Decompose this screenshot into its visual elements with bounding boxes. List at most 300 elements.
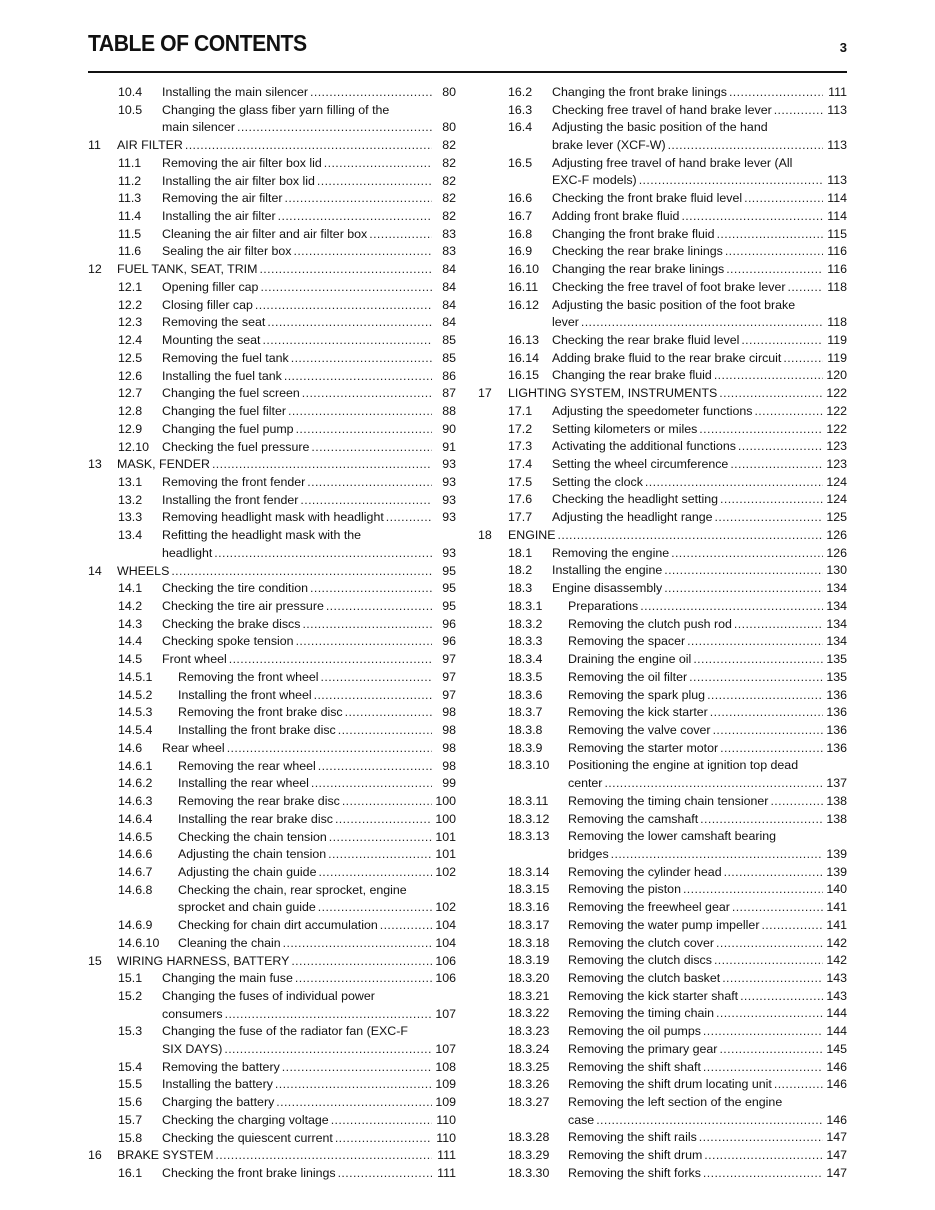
toc-entry-page: 135 <box>826 652 847 667</box>
toc-entry[interactable] <box>88 385 456 403</box>
toc-entry-title: Checking the tire condition <box>162 581 309 596</box>
toc-entry[interactable] <box>88 846 456 864</box>
toc-entry-number: 17.6 <box>508 492 533 507</box>
toc-entry[interactable] <box>478 1005 847 1023</box>
toc-entry[interactable] <box>478 119 847 154</box>
toc-entry[interactable] <box>88 616 456 634</box>
toc-entry-page: 119 <box>827 332 847 347</box>
toc-entry[interactable] <box>478 226 847 244</box>
toc-entry[interactable] <box>88 456 456 474</box>
toc-entry-page: 134 <box>826 598 847 613</box>
toc-entry-number: 18.3.10 <box>508 758 550 773</box>
dot-leader <box>259 261 432 279</box>
dot-leader <box>318 864 432 882</box>
toc-entry-page: 143 <box>826 988 847 1003</box>
toc-entry-title: Checking the chain tension <box>178 829 327 844</box>
toc-entry-page: 145 <box>826 1041 847 1056</box>
toc-entry[interactable] <box>478 651 847 669</box>
toc-entry[interactable] <box>88 243 456 261</box>
toc-entry-title: Removing the clutch push rod <box>568 616 732 631</box>
dot-leader <box>275 1076 432 1094</box>
dot-leader <box>229 651 432 669</box>
toc-entry[interactable] <box>478 243 847 261</box>
toc-entry[interactable] <box>478 828 847 863</box>
toc-entry-title: LIGHTING SYSTEM, INSTRUMENTS <box>508 386 718 401</box>
toc-entry-page: 124 <box>826 492 847 507</box>
toc-entry-title-line1: Removing the lower camshaft bearing <box>568 829 776 844</box>
toc-entry-number: 17.3 <box>508 439 533 454</box>
toc-entry[interactable] <box>478 1041 847 1059</box>
toc-entry[interactable] <box>478 793 847 811</box>
toc-entry-page: 146 <box>826 1059 847 1074</box>
toc-entry-page: 146 <box>826 1077 847 1092</box>
toc-entry-number: 14.6.6 <box>118 847 153 862</box>
toc-entry[interactable] <box>88 633 456 651</box>
toc-entry-title: BRAKE SYSTEM <box>117 1148 214 1163</box>
toc-entry-title: Changing the fuel screen <box>162 386 300 401</box>
dot-leader <box>302 385 432 403</box>
toc-entry-number: 18.3.19 <box>508 953 550 968</box>
toc-entry[interactable] <box>88 669 456 687</box>
toc-entry[interactable] <box>88 1112 456 1130</box>
toc-entry[interactable] <box>88 368 456 386</box>
dot-leader <box>611 846 823 864</box>
dot-leader <box>664 562 823 580</box>
toc-entry[interactable] <box>88 1059 456 1077</box>
toc-entry-page: 107 <box>435 1041 456 1056</box>
toc-entry[interactable] <box>478 1059 847 1077</box>
toc-entry[interactable] <box>478 190 847 208</box>
dot-leader <box>310 580 432 598</box>
toc-entry-number: 12.6 <box>118 368 143 383</box>
toc-entry-page: 118 <box>827 315 847 330</box>
dot-leader <box>717 226 823 244</box>
toc-entry[interactable] <box>88 1147 456 1165</box>
toc-entry[interactable] <box>88 155 456 173</box>
toc-entry-page: 93 <box>442 510 456 525</box>
toc-entry[interactable] <box>88 208 456 226</box>
header-divider <box>88 71 847 73</box>
toc-entry[interactable] <box>88 509 456 527</box>
dot-leader <box>291 953 432 971</box>
dot-leader <box>225 1006 432 1024</box>
dot-leader <box>311 439 432 457</box>
toc-entry[interactable] <box>88 226 456 244</box>
toc-entry-number: 10.4 <box>118 85 143 99</box>
toc-entry-title: Setting the wheel circumference <box>552 457 729 471</box>
dot-leader <box>726 261 823 279</box>
dot-leader <box>761 917 823 935</box>
toc-entry-title: Charging the battery <box>162 1095 275 1110</box>
toc-entry[interactable] <box>478 421 847 439</box>
toc-entry[interactable] <box>88 580 456 598</box>
dot-leader <box>318 899 432 917</box>
toc-entry[interactable] <box>478 1165 847 1183</box>
dot-leader <box>707 687 823 705</box>
toc-entry-page: 82 <box>442 173 456 188</box>
toc-entry-title: Removing the kick starter <box>568 705 708 720</box>
toc-entry[interactable] <box>88 84 456 102</box>
toc-entry[interactable] <box>478 367 847 385</box>
dot-leader <box>283 935 432 953</box>
toc-entry[interactable] <box>478 527 847 545</box>
toc-entry-number: 13.4 <box>118 528 143 543</box>
toc-entry-title: Closing filler cap <box>162 297 253 312</box>
toc-entry-page: 84 <box>442 262 456 277</box>
toc-entry[interactable] <box>88 421 456 439</box>
toc-entry-number: 18.3.1 <box>508 598 543 613</box>
toc-entry-title: Adjusting the headlight range <box>552 510 713 525</box>
toc-entry-page: 136 <box>826 723 847 738</box>
toc-entry-title: WIRING HARNESS, BATTERY <box>117 953 290 968</box>
toc-entry[interactable] <box>478 811 847 829</box>
toc-entry-number: 18.3.27 <box>508 1095 550 1110</box>
dot-leader <box>263 332 432 350</box>
toc-entry[interactable] <box>88 829 456 847</box>
toc-entry-title: Removing the spacer <box>568 634 686 649</box>
toc-entry-title: Removing the oil filter <box>568 669 688 684</box>
toc-entry-page: 122 <box>826 386 847 401</box>
toc-entry-title: Removing the timing chain tensioner <box>568 793 769 808</box>
toc-entry-title: FUEL TANK, SEAT, TRIM <box>117 262 258 277</box>
toc-entry[interactable] <box>478 102 847 120</box>
dot-leader <box>342 793 432 811</box>
toc-entry[interactable] <box>478 988 847 1006</box>
toc-entry[interactable] <box>88 793 456 811</box>
toc-entry-number: 18.3.9 <box>508 740 543 755</box>
toc-entry-number: 15.3 <box>118 1024 143 1039</box>
dot-leader <box>296 633 432 651</box>
toc-entry-number: 18.3.24 <box>508 1041 550 1056</box>
toc-entry-page: 98 <box>442 723 456 738</box>
toc-entry-number: 16.12 <box>508 297 540 312</box>
toc-entry[interactable] <box>478 881 847 899</box>
toc-entry-title-line1: Adjusting the basic position of the foot brake <box>552 297 796 312</box>
toc-entry-number: 12.4 <box>118 333 143 348</box>
toc-entry-page: 82 <box>442 155 456 170</box>
dot-leader <box>668 137 823 155</box>
dot-leader <box>291 350 432 368</box>
toc-entry[interactable] <box>88 970 456 988</box>
toc-entry-page: 144 <box>826 1024 847 1039</box>
toc-entry-number: 16.11 <box>508 279 539 294</box>
toc-entry-title: Removing the clutch basket <box>568 971 721 986</box>
dot-leader <box>317 173 432 191</box>
toc-entry-number: 18.3.8 <box>508 723 543 738</box>
toc-entry-title: Checking the rear brake fluid level <box>552 332 740 347</box>
toc-entry-page: 100 <box>435 811 456 826</box>
toc-entry-number: 14.6.9 <box>118 918 153 933</box>
dot-leader <box>326 598 432 616</box>
toc-entry-page: 85 <box>442 350 456 365</box>
toc-entry-number: 11.3 <box>118 191 142 206</box>
page-number: 3 <box>839 40 847 55</box>
toc-entry[interactable] <box>88 314 456 332</box>
toc-entry[interactable] <box>478 403 847 421</box>
toc-entry[interactable] <box>478 633 847 651</box>
toc-entry-number: 14.6.7 <box>118 865 153 880</box>
toc-entry-title-line1: Adjusting the basic position of the hand <box>552 120 768 135</box>
toc-entry-page: 88 <box>442 404 456 419</box>
toc-entry-title: Adding brake fluid to the rear brake circuit <box>552 350 782 365</box>
toc-entry-number: 18.3.28 <box>508 1130 550 1145</box>
toc-entry-title: Cleaning the air filter and air filter box <box>162 226 368 241</box>
toc-entry-page: 97 <box>442 652 456 667</box>
toc-entry[interactable] <box>88 758 456 776</box>
dot-leader <box>335 811 432 829</box>
toc-entry-page: 111 <box>437 1166 456 1181</box>
toc-entry-number: 15.2 <box>118 989 143 1004</box>
dot-leader <box>716 935 823 953</box>
toc-entry[interactable] <box>478 509 847 527</box>
toc-column-right <box>478 84 847 1183</box>
toc-entry-number: 15.8 <box>118 1130 143 1145</box>
toc-entry[interactable] <box>478 722 847 740</box>
toc-entry-page: 134 <box>826 616 847 631</box>
toc-entry-number: 14.6.5 <box>118 829 153 844</box>
toc-entry[interactable] <box>88 102 456 137</box>
toc-entry-title: Checking free travel of hand brake lever <box>552 102 772 117</box>
dot-leader <box>710 704 823 722</box>
dot-leader <box>296 421 432 439</box>
toc-entry-title-line1: Adjusting free travel of hand brake lever (All <box>552 155 793 170</box>
toc-entry-page: 80 <box>442 85 456 99</box>
toc-entry[interactable] <box>88 403 456 421</box>
toc-entry[interactable] <box>88 332 456 350</box>
toc-entry[interactable] <box>478 598 847 616</box>
toc-entry-page: 126 <box>826 545 847 560</box>
toc-entry[interactable] <box>88 704 456 722</box>
toc-entry-number: 16.10 <box>508 262 540 277</box>
toc-entry-page: 125 <box>826 510 847 525</box>
toc-entry[interactable] <box>478 208 847 226</box>
toc-entry-title: Removing the valve cover <box>568 723 711 738</box>
toc-entry[interactable] <box>478 261 847 279</box>
dot-leader <box>288 403 432 421</box>
toc-entry[interactable] <box>88 297 456 315</box>
toc-entry[interactable] <box>88 651 456 669</box>
dot-leader <box>282 1059 432 1077</box>
toc-entry[interactable] <box>88 1130 456 1148</box>
toc-entry-page: 82 <box>442 209 456 223</box>
toc-entry-title: Changing the rear brake linings <box>552 262 725 277</box>
toc-entry[interactable] <box>88 1165 456 1183</box>
toc-entry[interactable] <box>88 563 456 581</box>
toc-entry-page: 108 <box>435 1059 456 1074</box>
dot-leader <box>732 899 823 917</box>
toc-entry[interactable] <box>478 155 847 190</box>
dot-leader <box>227 740 432 758</box>
toc-entry-title: Changing the front brake linings <box>552 85 727 99</box>
toc-entry-page: 101 <box>435 847 456 862</box>
toc-entry[interactable] <box>88 279 456 297</box>
toc-entry-title: Removing headlight mask with headlight <box>162 510 384 525</box>
toc-entry-page: 119 <box>827 350 847 365</box>
toc-entry[interactable] <box>478 757 847 792</box>
dot-leader <box>314 687 432 705</box>
toc-entry-page: 136 <box>826 705 847 720</box>
toc-entry[interactable] <box>88 811 456 829</box>
dot-leader <box>255 297 432 315</box>
toc-entry[interactable] <box>478 687 847 705</box>
toc-entry[interactable] <box>88 882 456 917</box>
toc-entry-title: main silencer <box>162 120 235 135</box>
toc-entry-title: Removing the rear wheel <box>178 758 316 773</box>
toc-entry-title: Removing the fuel tank <box>162 350 289 365</box>
toc-entry[interactable] <box>478 474 847 492</box>
toc-entry-title: Adjusting the chain tension <box>178 847 327 862</box>
toc-entry-title: center <box>568 776 603 791</box>
dot-leader <box>703 1023 823 1041</box>
toc-entry-title: Installing the front brake disc <box>178 723 336 738</box>
toc-entry[interactable] <box>88 173 456 191</box>
toc-entry-page: 144 <box>826 1006 847 1021</box>
toc-entry-page: 126 <box>826 527 847 542</box>
toc-entry-number: 18.3.20 <box>508 971 550 986</box>
toc-entry-title: Installing the main silencer <box>162 85 309 99</box>
toc-entry-page: 96 <box>442 634 456 649</box>
toc-entry[interactable] <box>88 1076 456 1094</box>
toc-entry[interactable] <box>88 1023 456 1058</box>
toc-entry-page: 84 <box>442 279 456 294</box>
toc-entry-page: 93 <box>442 545 456 560</box>
toc-entry[interactable] <box>88 953 456 971</box>
toc-entry-title: EXC-F models) <box>552 173 637 188</box>
toc-entry-title: Installing the air filter box lid <box>162 173 315 188</box>
toc-entry[interactable] <box>478 491 847 509</box>
toc-entry[interactable] <box>88 864 456 882</box>
toc-entry[interactable] <box>478 1023 847 1041</box>
toc-entry-page: 110 <box>436 1112 456 1127</box>
toc-entry-page: 146 <box>826 1112 847 1127</box>
toc-entry-title: Installing the fuel tank <box>162 368 282 383</box>
toc-entry-page: 139 <box>826 864 847 879</box>
toc-entry[interactable] <box>88 439 456 457</box>
toc-entry-title: Removing the clutch discs <box>568 953 712 968</box>
toc-entry-title: Opening filler cap <box>162 279 259 294</box>
toc-entry-number: 12.8 <box>118 404 143 419</box>
toc-entry[interactable] <box>88 935 456 953</box>
dot-leader <box>713 722 823 740</box>
toc-entry[interactable] <box>88 775 456 793</box>
toc-entry-title: Mounting the seat <box>162 333 261 348</box>
toc-entry[interactable] <box>478 279 847 297</box>
toc-entry-number: 18.2 <box>508 563 533 578</box>
toc-entry[interactable] <box>88 261 456 279</box>
toc-entry-title: Removing the clutch cover <box>568 935 715 950</box>
toc-entry[interactable] <box>478 385 847 403</box>
toc-entry[interactable] <box>88 917 456 935</box>
toc-entry[interactable] <box>88 988 456 1023</box>
toc-entry-title: Removing the shift forks <box>568 1165 701 1180</box>
dot-leader <box>294 243 433 261</box>
toc-entry-page: 138 <box>826 811 847 826</box>
toc-entry-number: 16.3 <box>508 102 533 117</box>
toc-entry-number: 16.4 <box>508 120 533 135</box>
toc-entry[interactable] <box>478 1076 847 1094</box>
toc-entry[interactable] <box>478 616 847 634</box>
toc-entry[interactable] <box>478 562 847 580</box>
toc-entry-page: 113 <box>827 173 847 188</box>
toc-entry[interactable] <box>88 527 456 562</box>
toc-entry-page: 116 <box>827 262 847 277</box>
toc-entry-page: 85 <box>442 333 456 348</box>
toc-entry-page: 82 <box>442 191 456 206</box>
dot-leader <box>604 775 823 793</box>
toc-entry[interactable] <box>478 740 847 758</box>
toc-entry[interactable] <box>478 935 847 953</box>
page-title: TABLE OF CONTENTS <box>88 30 307 56</box>
toc-entry[interactable] <box>478 970 847 988</box>
toc-entry[interactable] <box>478 669 847 687</box>
toc-entry-number: 14.6 <box>118 740 143 755</box>
toc-entry[interactable] <box>88 137 456 155</box>
toc-entry[interactable] <box>88 350 456 368</box>
toc-entry[interactable] <box>88 722 456 740</box>
toc-entry-title: Front wheel <box>162 652 227 667</box>
toc-entry[interactable] <box>88 598 456 616</box>
dot-leader <box>328 846 432 864</box>
toc-entry-page: 90 <box>442 421 456 436</box>
toc-entry-number: 13.2 <box>118 492 143 507</box>
toc-entry-number: 14.6.8 <box>118 882 153 897</box>
toc-entry[interactable] <box>478 456 847 474</box>
toc-entry[interactable] <box>88 687 456 705</box>
dot-leader <box>581 314 823 332</box>
dot-leader <box>689 669 823 687</box>
toc-entry-page: 99 <box>442 776 456 791</box>
toc-entry[interactable] <box>478 580 847 598</box>
toc-entry[interactable] <box>478 332 847 350</box>
dot-leader <box>338 1165 432 1183</box>
toc-entry-page: 124 <box>826 474 847 489</box>
dot-leader <box>741 332 823 350</box>
toc-entry[interactable] <box>88 1094 456 1112</box>
dot-leader <box>300 492 432 510</box>
dot-leader <box>687 633 823 651</box>
toc-entry[interactable] <box>478 545 847 563</box>
toc-entry[interactable] <box>478 899 847 917</box>
toc-entry-title: Checking the headlight setting <box>552 492 719 507</box>
toc-entry[interactable] <box>88 190 456 208</box>
toc-entry-page: 147 <box>826 1165 847 1180</box>
toc-entry[interactable] <box>478 1129 847 1147</box>
toc-entry[interactable] <box>478 704 847 722</box>
toc-entry[interactable] <box>478 297 847 332</box>
toc-entry[interactable] <box>478 84 847 102</box>
toc-entry-page: 120 <box>826 368 847 383</box>
toc-entry[interactable] <box>478 438 847 456</box>
dot-leader <box>321 669 432 687</box>
toc-entry-number: 18.3.16 <box>508 900 550 915</box>
toc-entry[interactable] <box>478 1094 847 1129</box>
toc-entry-title: bridges <box>568 846 609 861</box>
toc-entry-title: Changing the main fuse <box>162 971 293 986</box>
toc-entry[interactable] <box>478 952 847 970</box>
toc-entry[interactable] <box>478 350 847 368</box>
dot-leader <box>704 1147 823 1165</box>
toc-entry[interactable] <box>88 740 456 758</box>
toc-entry[interactable] <box>478 917 847 935</box>
toc-entry-number: 18.3.12 <box>508 811 550 826</box>
toc-entry[interactable] <box>88 492 456 510</box>
toc-entry[interactable] <box>88 474 456 492</box>
toc-entry[interactable] <box>478 1147 847 1165</box>
toc-entry-title: Removing the shift rails <box>568 1130 697 1145</box>
toc-entry-page: 84 <box>442 297 456 312</box>
toc-entry-page: 102 <box>435 900 456 915</box>
toc-entry[interactable] <box>478 864 847 882</box>
